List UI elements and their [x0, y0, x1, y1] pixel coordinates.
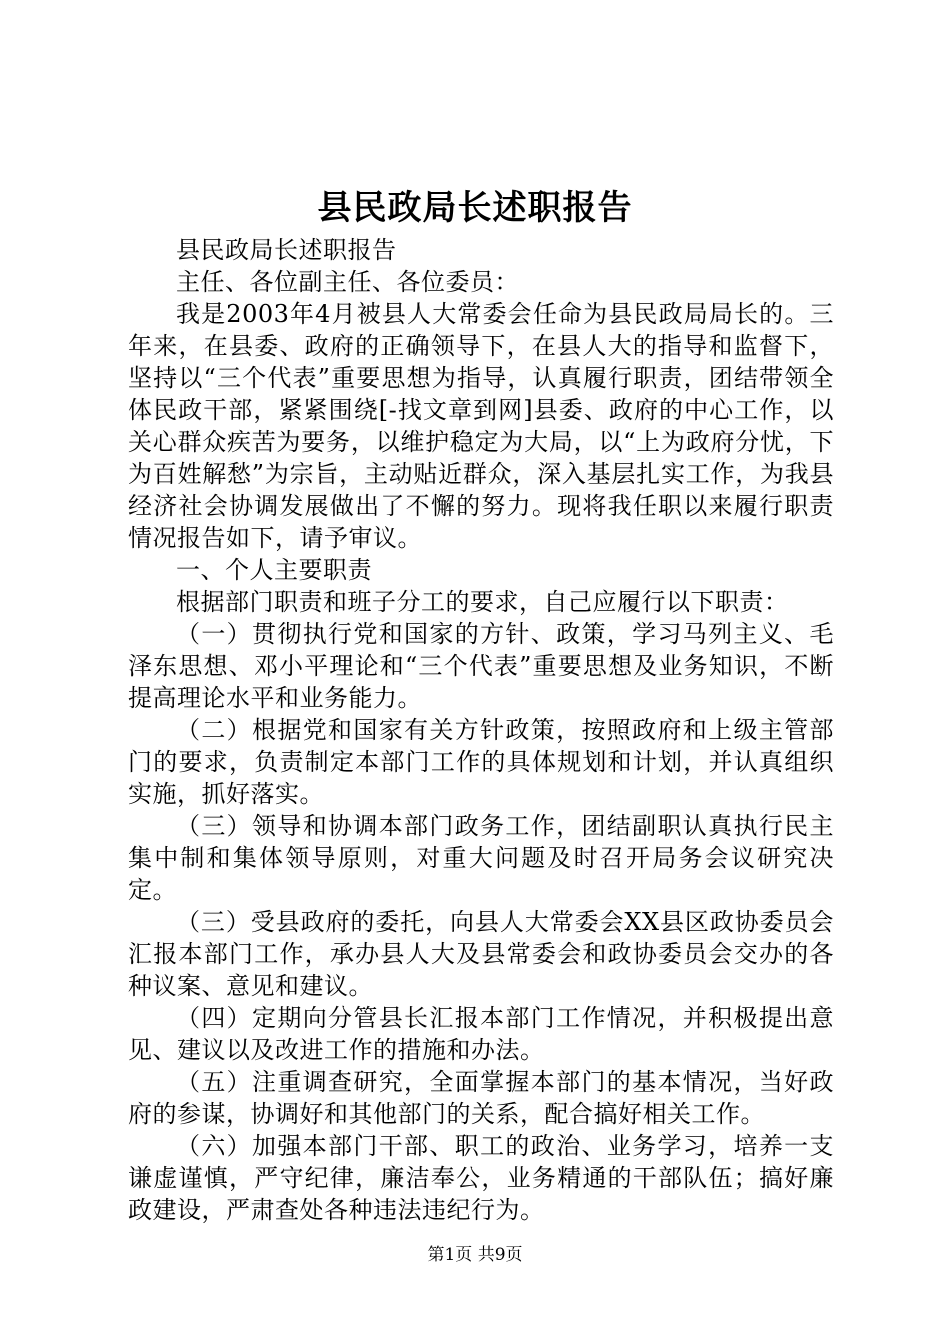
duty-item-5: （五）注重调查研究，全面掌握本部门的基本情况，当好政府的参谋，协调好和其他部门的关系，配合搞好相关工作。 [128, 1068, 834, 1128]
salutation: 主任、各位副主任、各位委员： [176, 268, 519, 296]
duty-item-2: （二）根据党和国家有关方针政策，按照政府和上级主管部门的要求，负责制定本部门工作的具体规划和计划，并认真组织实施，抓好落实。 [128, 716, 834, 808]
page-footer: 第1页 共9页 [427, 1245, 523, 1265]
document-title: 县民政局长述职报告 [317, 188, 633, 228]
duty-item-3: （三）领导和协调本部门政务工作，团结副职认真执行民主集中制和集体领导原则，对重大问题及时召开局务会议研究决定。 [128, 812, 834, 904]
duties-lead: 根据部门职责和班子分工的要求，自己应履行以下职责： [176, 588, 789, 616]
document-body [128, 234, 834, 1226]
duty-item-3b: （三）受县政府的委托，向县人大常委会XX县区政协委员会汇报本部门工作，承办县人大及县常委会和政协委员会交办的各种议案、意见和建议。 [128, 908, 834, 1000]
subtitle-line: 县民政局长述职报告 [176, 236, 397, 264]
intro-paragraph: 我是2003年4月被县人大常委会任命为县民政局局长的。三年来，在县委、政府的正确领导下，在县人大的指导和监督下，坚持以“三个代表”重要思想为指导，认真履行职责，团结带领全体民政干部，紧紧围绕[-找文章到网]县委、政府的中心工作，以关心群众疾苦为要务，以维护稳定为大局，以“上为政府分忧，下为百姓解愁”为宗旨，主动贴近群众，深入基层扎实工作，为我县经济社会协调发展做出了不懈的努力。现将我任职以来履行职责情况报告如下，请予审议。 [128, 300, 834, 552]
duty-item-4: （四）定期向分管县长汇报本部门工作情况，并积极提出意见、建议以及改进工作的措施和办法。 [128, 1004, 834, 1064]
duty-item-6: （六）加强本部门干部、职工的政治、业务学习，培养一支谦虚谨慎，严守纪律，廉洁奉公，业务精通的干部队伍；搞好廉政建设，严肃查处各种违法违纪行为。 [128, 1132, 834, 1224]
duty-item-1: （一）贯彻执行党和国家的方针、政策，学习马列主义、毛泽东思想、邓小平理论和“三个代表”重要思想及业务知识，不断提高理论水平和业务能力。 [128, 620, 834, 712]
section-heading: 一、个人主要职责 [176, 556, 372, 584]
